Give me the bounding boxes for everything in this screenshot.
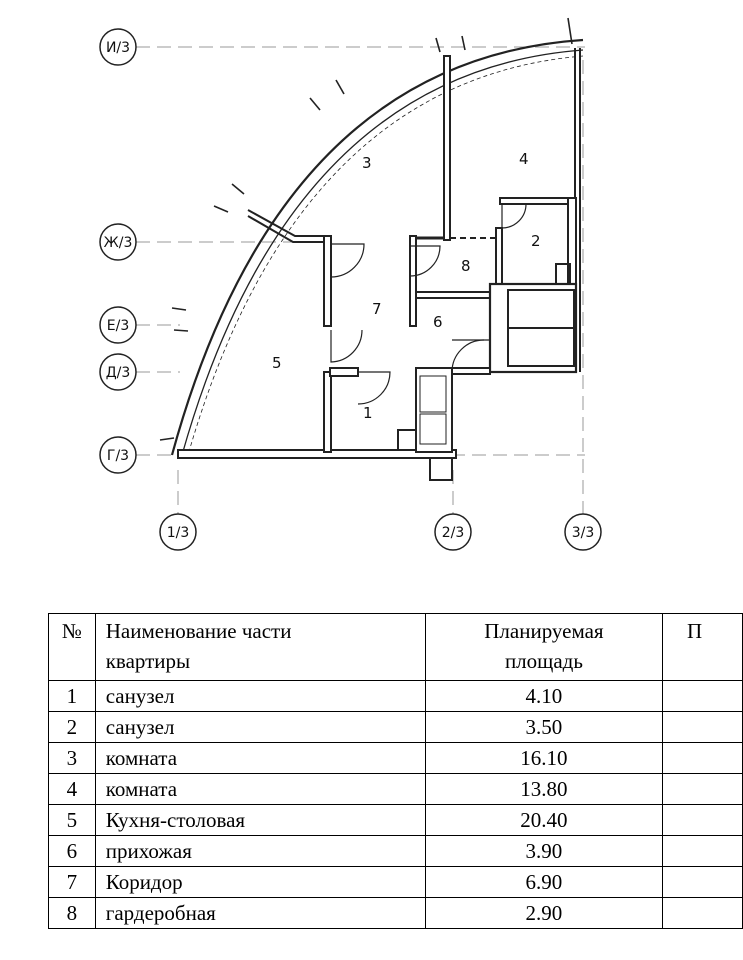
axis-label: Е/3 — [106, 318, 130, 334]
header-extra: П — [663, 614, 743, 681]
row-name: санузел — [95, 712, 425, 743]
row-name: санузел — [95, 681, 425, 712]
grid-lines — [136, 47, 585, 515]
room-label-4: 4 — [519, 150, 529, 168]
row-name: комната — [95, 774, 425, 805]
axis-bubble-row-zh — [100, 224, 136, 260]
row-num: 3 — [49, 743, 96, 774]
row-name: комната — [95, 743, 425, 774]
row-extra — [663, 805, 743, 836]
row-extra — [663, 774, 743, 805]
row-area: 13.80 — [425, 774, 662, 805]
row-area: 4.10 — [425, 681, 662, 712]
row-extra — [663, 743, 743, 774]
room-label-6: 6 — [433, 313, 443, 331]
row-extra — [663, 681, 743, 712]
header-num: № — [49, 614, 96, 681]
room-label-2: 2 — [531, 232, 541, 250]
row-area: 16.10 — [425, 743, 662, 774]
room-label-1: 1 — [363, 404, 373, 422]
facade-mullions — [160, 18, 572, 440]
row-extra — [663, 867, 743, 898]
axis-bubble-row-d — [100, 354, 136, 390]
axis-bubble-row-i — [100, 29, 136, 65]
row-area: 2.90 — [425, 898, 662, 929]
room-label-8: 8 — [461, 257, 471, 275]
row-num: 7 — [49, 867, 96, 898]
rooms-table — [48, 613, 743, 929]
axis-bubble-col-1 — [160, 514, 196, 550]
row-area: 3.90 — [425, 836, 662, 867]
row-num: 1 — [49, 681, 96, 712]
row-name: Кухня-столовая — [95, 805, 425, 836]
table-row — [49, 836, 743, 867]
axis-bubble-col-3 — [565, 514, 601, 550]
axis-label: Д/3 — [105, 365, 131, 381]
table-row — [49, 774, 743, 805]
axis-label: Г/3 — [106, 448, 130, 464]
row-name: Коридор — [95, 867, 425, 898]
walls — [178, 48, 580, 480]
table-row — [49, 712, 743, 743]
table-header-row — [49, 614, 743, 681]
row-name: прихожая — [95, 836, 425, 867]
row-area: 6.90 — [425, 867, 662, 898]
axis-label: 2/3 — [441, 525, 465, 541]
table-row — [49, 898, 743, 929]
row-extra — [663, 898, 743, 929]
row-extra — [663, 836, 743, 867]
table-row — [49, 867, 743, 898]
axis-bubble-row-g — [100, 437, 136, 473]
header-name: Наименование части квартиры — [95, 614, 425, 681]
row-num: 5 — [49, 805, 96, 836]
row-num: 8 — [49, 898, 96, 929]
row-extra — [663, 712, 743, 743]
row-area: 3.50 — [425, 712, 662, 743]
axis-bubble-col-2 — [435, 514, 471, 550]
row-name: гардеробная — [95, 898, 425, 929]
table-row — [49, 743, 743, 774]
row-num: 2 — [49, 712, 96, 743]
header-area: Планируемая площадь — [425, 614, 662, 681]
axis-bubble-row-e — [100, 307, 136, 343]
row-area: 20.40 — [425, 805, 662, 836]
room-label-7: 7 — [372, 300, 382, 318]
table-row — [49, 805, 743, 836]
axis-label: 1/3 — [166, 525, 190, 541]
room-label-3: 3 — [362, 154, 372, 172]
axis-label: И/3 — [105, 40, 131, 56]
axis-label: 3/3 — [571, 525, 595, 541]
row-num: 4 — [49, 774, 96, 805]
row-num: 6 — [49, 836, 96, 867]
axis-label: Ж/3 — [103, 235, 133, 251]
table-row — [49, 681, 743, 712]
room-label-5: 5 — [272, 354, 282, 372]
curved-facade-wall — [172, 40, 583, 455]
